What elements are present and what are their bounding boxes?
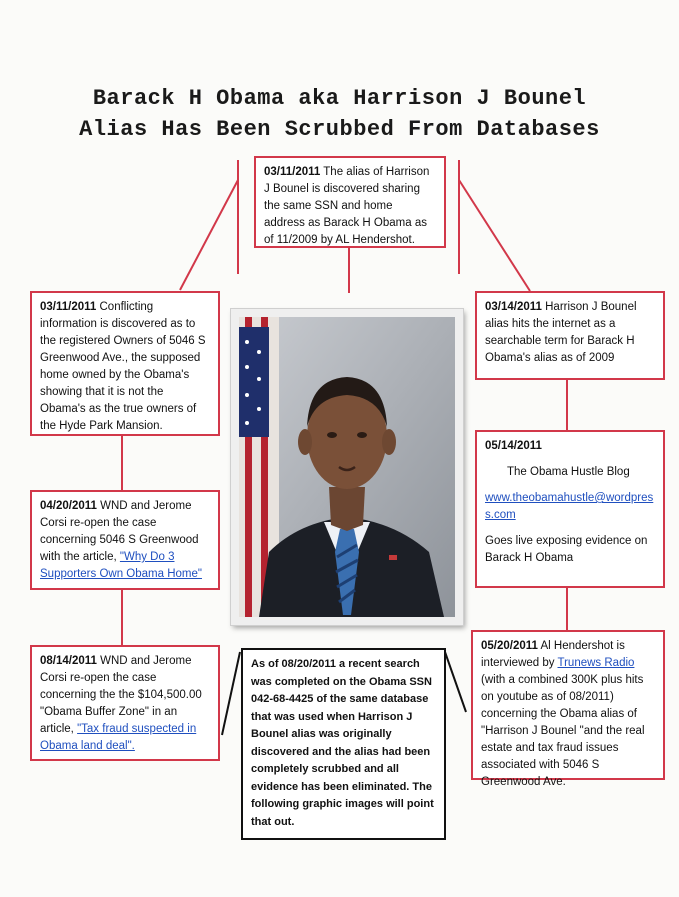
timeline-box-top <box>254 156 446 248</box>
timeline-box-right3 <box>471 630 665 788</box>
connector-line <box>180 180 238 290</box>
blog-url-link[interactable]: www.theobamahustle@wordpress.com <box>485 492 654 521</box>
box-date: 04/20/2011 <box>40 500 97 512</box>
box-text: (with a combined 300K plus hits on youtube as of 08/2011) concerning the Obama alias of "Harrison J Bounel "and the real estate and tax fraud issues associated with 5046 S Greenwood Ave. <box>481 674 645 788</box>
box-date: 03/11/2011 <box>40 301 97 313</box>
box-date: 05/20/2011 <box>481 640 538 652</box>
box-text: Al Hendershot is interviewed by <box>481 640 625 669</box>
box-date: 08/14/2011 <box>40 655 97 667</box>
connector-line <box>459 180 530 291</box>
box-text: Goes live exposing evidence on Barack H Obama <box>485 535 648 564</box>
article-link[interactable]: "Tax fraud suspected in Obama land deal". <box>40 723 197 752</box>
blog-name: The Obama Hustle Blog <box>507 466 630 478</box>
box-text: WND and Jerome Corsi re-open the case concerning 5046 S Greenwood with the article, <box>40 500 199 563</box>
box-text: As of 08/20/2011 a recent search was completed on the Obama SSN 042-68-4425 of the same database that was used when Harrison J Bounel alias was originally discovered and the alias had been completely scrubbed and all evidence has been eliminated. The following graphic images will point that out. <box>251 658 434 828</box>
article-link[interactable]: "Why Do 3 Supporters Own Obama Home" <box>40 551 202 580</box>
connector-line <box>445 652 466 712</box>
connector-line <box>222 652 240 735</box>
portrait-image <box>239 317 455 617</box>
box-text: Harrison J Bounel alias hits the internet as a searchable term for Barack H Obama's alias as of 2009 <box>485 301 637 364</box>
box-date: 03/14/2011 <box>485 301 542 313</box>
page-title-line2: Alias Has Been Scrubbed From Databases <box>79 117 600 142</box>
box-text: WND and Jerome Corsi re-open the case concerning the the $104,500.00 "Obama Buffer Zone" in an article, <box>40 655 202 735</box>
timeline-box-left2 <box>30 490 220 590</box>
timeline-box-left3 <box>30 645 220 761</box>
box-text: The alias of Harrison J Bounel is discovered sharing the same SSN and home address as Barack H Obama as of 11/2009 by AL Hendershot. <box>264 166 430 246</box>
trunews-radio-link[interactable]: Trunews Radio <box>557 657 635 669</box>
box-date: 05/14/2011 <box>485 440 542 452</box>
timeline-box-left1 <box>30 291 220 436</box>
timeline-box-center <box>241 648 446 840</box>
timeline-box-right1 <box>475 291 665 380</box>
portrait-photo <box>231 309 463 625</box>
timeline-box-right2 <box>475 430 665 588</box>
page-title-line1: Barack H Obama aka Harrison J Bounel <box>92 86 587 111</box>
box-date: 03/11/2011 <box>264 166 321 178</box>
box-text: Conflicting information is discovered as to the registered Owners of 5046 S Greenwood Ave., the supposed home owned by the Obama's showing that it is not the Obama's as the true owners of the Hyde Park Mansion. <box>40 301 206 432</box>
